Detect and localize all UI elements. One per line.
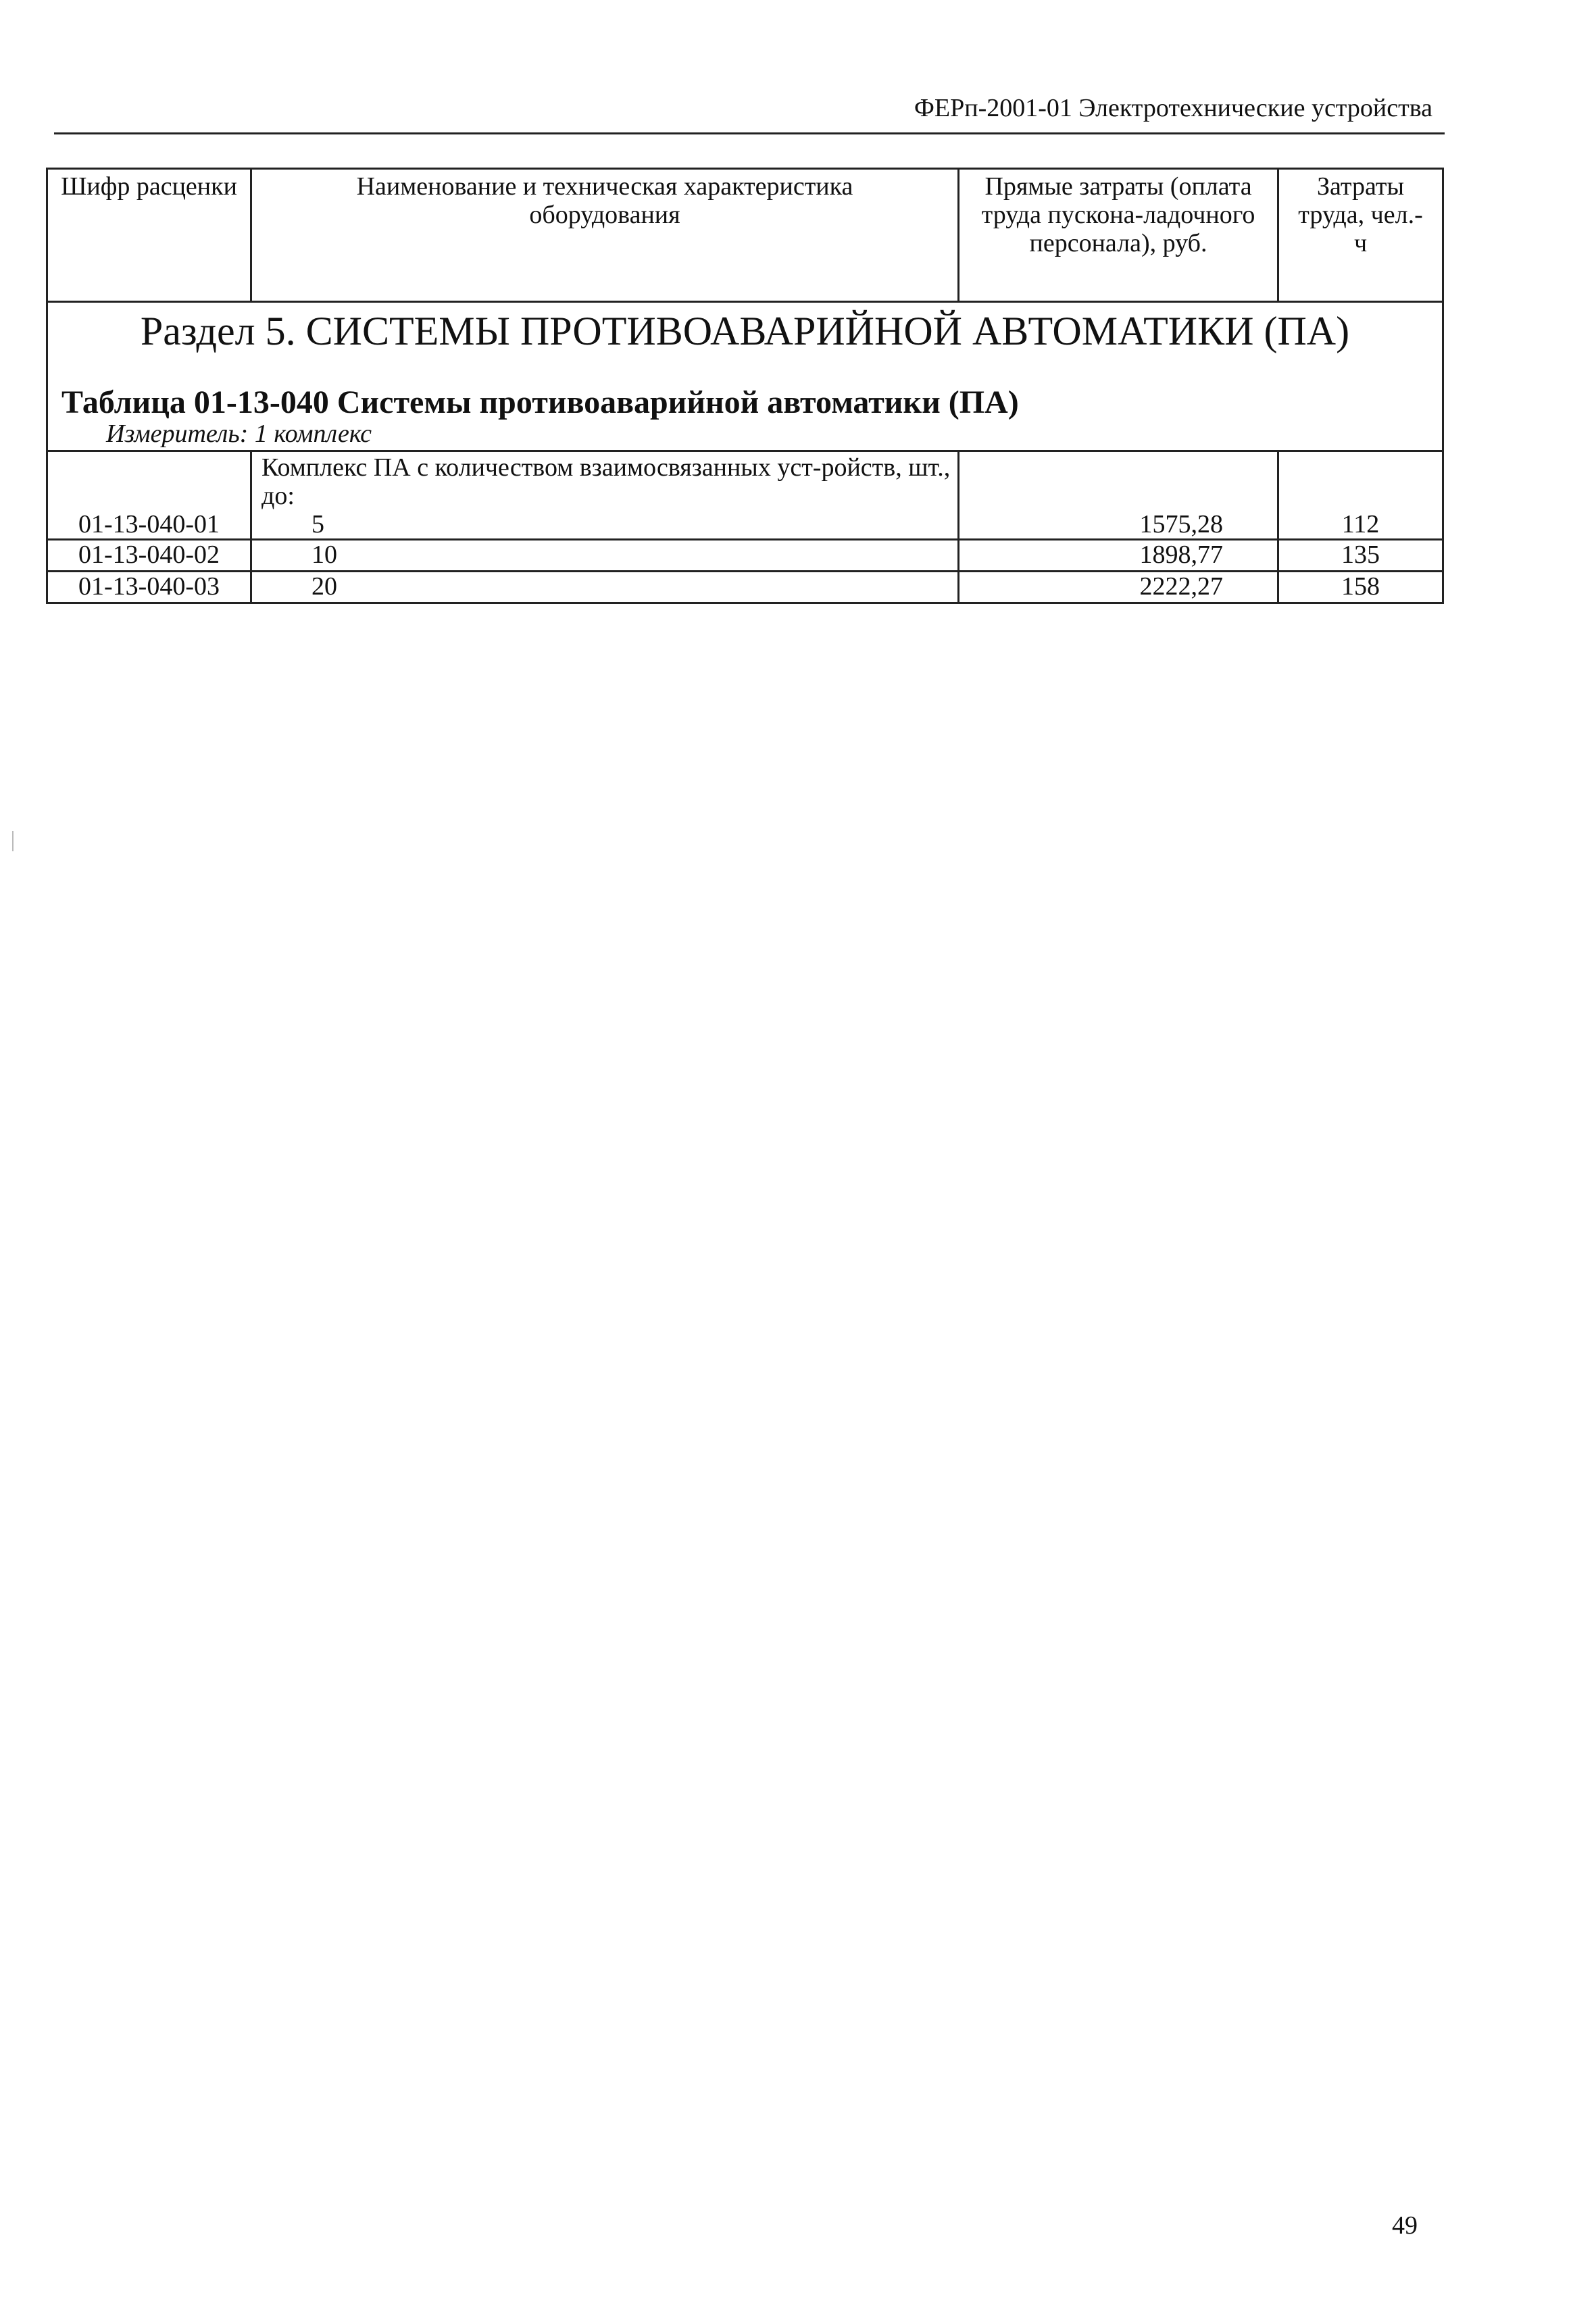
labor-cost: 112 (1278, 451, 1443, 540)
rate-code: 01-13-040-01 (47, 451, 251, 540)
column-header-code-label: Шифр расценки (61, 172, 237, 201)
column-header-direct-cost (959, 169, 1278, 302)
section-row (47, 302, 1443, 451)
device-quantity: 20 (311, 572, 337, 601)
page-header: ФЕРп-2001-01 Электротехнические устройства (914, 94, 1432, 122)
labor-cost: 158 (1278, 572, 1443, 603)
direct-cost: 1898,77 (1139, 540, 1223, 569)
column-header-name-label: Наименование и техническая характеристика оборудования (356, 172, 853, 229)
rates-table (46, 168, 1444, 604)
direct-cost-cell (959, 451, 1278, 540)
item-description (251, 540, 959, 572)
direct-cost-cell (959, 540, 1278, 572)
group-description: Комплекс ПА с количеством взаимосвязанных уст-ройств, шт., до: (261, 453, 951, 510)
table-row (47, 540, 1443, 572)
measure-unit: Измеритель: 1 комплекс (106, 420, 372, 448)
table-header-row (47, 169, 1443, 302)
section-cell (47, 302, 1443, 451)
section-title: Раздел 5. СИСТЕМЫ ПРОТИВОАВАРИЙНОЙ АВТОМАТИКИ (ПА) (140, 309, 1350, 353)
item-description (251, 572, 959, 603)
labor-cost: 135 (1278, 540, 1443, 572)
device-quantity: 5 (311, 510, 324, 538)
header-rule (54, 132, 1445, 134)
column-header-direct-cost-label: Прямые затраты (оплата труда пускона-ладочного персонала), руб. (981, 172, 1255, 257)
column-header-code (47, 169, 251, 302)
device-quantity: 10 (311, 540, 337, 569)
table-row (47, 572, 1443, 603)
direct-cost: 2222,27 (1139, 572, 1223, 601)
column-header-name (251, 169, 959, 302)
table-title: Таблица 01-13-040 Системы противоаварийной автоматики (ПА) (61, 384, 1019, 420)
direct-cost: 1575,28 (1139, 510, 1223, 538)
scan-artifact (12, 831, 14, 851)
direct-cost-cell (959, 572, 1278, 603)
column-header-labor-label: Затраты труда, чел.-ч (1298, 172, 1423, 257)
rate-code: 01-13-040-03 (47, 572, 251, 603)
page-number: 49 (1392, 2211, 1418, 2240)
column-header-labor (1278, 169, 1443, 302)
rate-code: 01-13-040-02 (47, 540, 251, 572)
item-description (251, 451, 959, 540)
table-row (47, 451, 1443, 540)
